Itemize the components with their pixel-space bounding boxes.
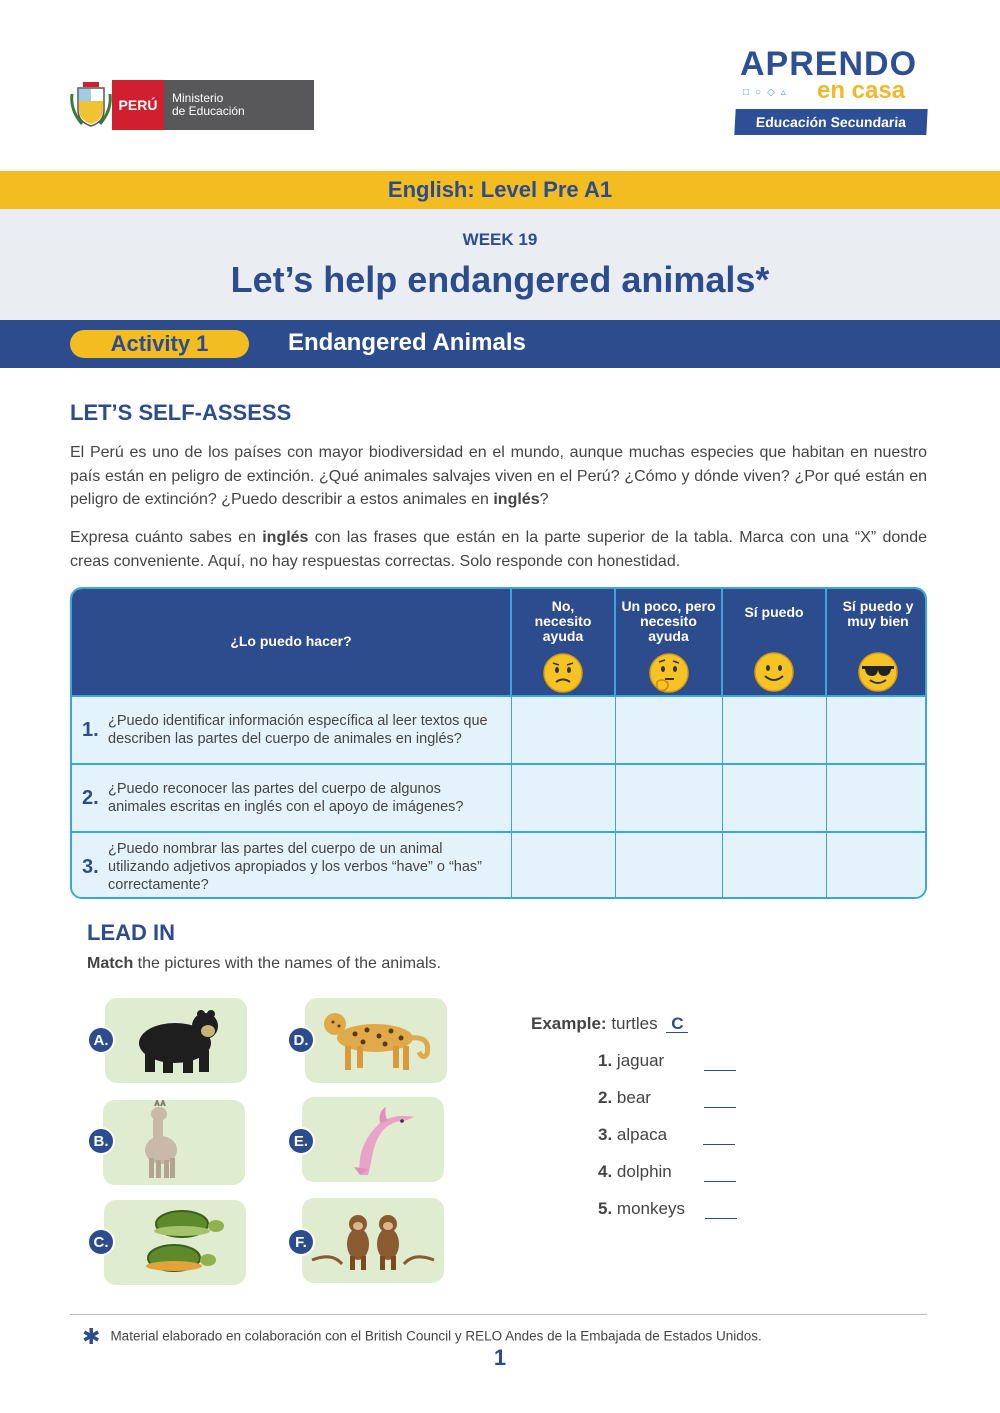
table-row: [72, 696, 927, 764]
para1-text: El Perú es uno de los países con mayor biodiversidad en el mundo, aunque muchas especies que habitan en nuestro país están en peligro de extinción. ¿Qué animales salvajes viven en el Perú? ¿Cómo y dónde viven? ¿Por qué están en peligro de extinción? ¿Puedo describir a estos animales en: [70, 444, 927, 508]
activity-title: Endangered Animals: [288, 329, 526, 356]
question-cell: [72, 696, 511, 764]
picture-letter-d: D.: [287, 1026, 315, 1054]
self-assess-paragraph-2: [70, 526, 927, 573]
activity-band: [0, 320, 1000, 368]
worried-face-icon: [542, 652, 584, 694]
question-number: 1.: [82, 719, 99, 741]
aprendo-title: APRENDO: [740, 45, 918, 83]
header-col-3: [722, 589, 826, 696]
answer-blank-1[interactable]: [704, 1070, 736, 1071]
answer-blank-5[interactable]: [705, 1218, 737, 1219]
question-text: ¿Puedo identificar información específica al leer textos que describen las partes del cuerpo de animales en inglés?: [108, 713, 488, 747]
answer-cell-very-well[interactable]: [826, 832, 927, 899]
item-number: 2.: [598, 1088, 613, 1107]
header-col-2: [615, 589, 722, 696]
para2-end: con las frases que están en la parte superior de la tabla. Marca con una “X” donde creas conveniente. Aquí, no hay respuestas correctas. Solo responde con honestidad.: [70, 529, 927, 570]
smiling-face-icon: [753, 651, 795, 693]
picture-letter-a: A.: [87, 1026, 115, 1054]
item-word: bear: [616, 1088, 651, 1107]
col-4-label: Sí puedo y muy bien: [842, 598, 914, 629]
self-assess-paragraph-1: [70, 441, 927, 512]
peru-label: PERÚ: [112, 80, 164, 130]
thinking-face-icon: [648, 652, 690, 694]
answer-cell-no[interactable]: [511, 832, 615, 899]
monkeys-icon: [302, 1198, 444, 1283]
para1-bold: inglés: [493, 491, 540, 508]
col-1-label: No, necesito ayuda: [534, 598, 592, 644]
item-word: monkeys: [616, 1199, 685, 1218]
page-title: Let’s help endangered animals*: [230, 259, 770, 300]
ministry-label: [164, 80, 314, 130]
turtles-icon: [104, 1200, 246, 1285]
jaguar-icon: [305, 998, 447, 1083]
picture-card-dolphin: [302, 1097, 444, 1182]
answer-blank-4[interactable]: [704, 1181, 736, 1182]
example-label: Example:: [531, 1014, 607, 1033]
footnote-text: Material elaborado en colaboración con el British Council y RELO Andes de la Embajada de Estados Unidos.: [110, 1328, 762, 1344]
picture-card-monkeys: [302, 1198, 444, 1283]
footer-divider: [70, 1314, 927, 1315]
picture-letter-f: F.: [287, 1228, 315, 1256]
picture-card-jaguar: [305, 998, 447, 1083]
question-text: ¿Puedo reconocer las partes del cuerpo de algunos animales escritas en inglés con el apoyo de imágenes?: [108, 781, 464, 815]
answer-blank-3[interactable]: [703, 1144, 735, 1145]
answer-row-2: [598, 1088, 651, 1108]
para2-bold: inglés: [262, 529, 309, 546]
answer-row-3: [598, 1125, 667, 1145]
peru-coat-of-arms-icon: [70, 80, 112, 130]
question-number: 3.: [82, 855, 99, 878]
answer-blank-2[interactable]: [704, 1107, 736, 1108]
self-assessment-table: [70, 587, 927, 899]
aprendo-subtitle: en casa: [817, 77, 906, 104]
header-col-4: [826, 589, 927, 696]
question-number: 2.: [82, 787, 99, 809]
item-number: 3.: [598, 1125, 613, 1144]
decorative-dots-icon: □○◇▵: [743, 87, 792, 98]
table-row: [72, 764, 927, 832]
sunglasses-face-icon: [857, 651, 899, 693]
answer-cell-very-well[interactable]: [826, 764, 927, 832]
item-number: 5.: [598, 1199, 613, 1218]
picture-card-turtles: [104, 1200, 246, 1285]
picture-card-bear: [105, 998, 247, 1083]
example-row: [531, 1014, 688, 1034]
picture-card-alpaca: [103, 1100, 245, 1185]
picture-letter-e: E.: [287, 1127, 315, 1155]
answer-cell-no[interactable]: [511, 696, 615, 764]
ministry-line2: de Educación: [172, 104, 245, 118]
table-row: [72, 832, 927, 899]
answer-cell-a-little[interactable]: [615, 696, 722, 764]
item-word: jaguar: [616, 1051, 665, 1070]
answer-row-5: [598, 1199, 685, 1219]
answer-row-4: [598, 1162, 672, 1182]
page-number: 1: [493, 1345, 507, 1370]
answer-cell-yes[interactable]: [722, 696, 826, 764]
aprendo-banner: Educación Secundaria: [734, 109, 927, 135]
answer-cell-yes[interactable]: [722, 832, 826, 899]
lead-in-instruction: [87, 955, 441, 973]
lead-in-heading: LEAD IN: [87, 920, 175, 945]
item-number: 4.: [598, 1162, 613, 1181]
answer-cell-a-little[interactable]: [615, 764, 722, 832]
para2-text: Expresa cuánto sabes en: [70, 529, 263, 546]
question-cell: [72, 764, 511, 832]
col-2-label: Un poco, pero necesito ayuda: [621, 598, 716, 644]
col-3-label: Sí puedo: [744, 604, 804, 620]
picture-letter-c: C.: [87, 1228, 115, 1256]
para1-end: ?: [539, 491, 549, 508]
answer-cell-a-little[interactable]: [615, 832, 722, 899]
answer-cell-no[interactable]: [511, 764, 615, 832]
answer-cell-very-well[interactable]: [826, 696, 927, 764]
alpaca-icon: [103, 1100, 245, 1185]
header-can-i-do-it: ¿Lo puedo hacer?: [72, 589, 511, 696]
dolphin-icon: [302, 1097, 444, 1182]
answer-row-1: [598, 1051, 664, 1071]
instruction-text: the pictures with the names of the animals.: [133, 955, 441, 972]
aprendo-en-casa-logo: [735, 45, 930, 140]
table-header-row: [72, 589, 927, 696]
item-word: dolphin: [616, 1162, 672, 1181]
activity-pill: Activity 1: [70, 330, 249, 358]
ministry-line1: Ministerio: [172, 91, 224, 105]
instruction-bold: Match: [87, 955, 134, 972]
asterisk-icon: ✱: [82, 1324, 101, 1349]
title-band: [0, 209, 1000, 320]
bear-icon: [105, 998, 247, 1083]
picture-letter-b: B.: [87, 1127, 115, 1155]
level-band: English: Level Pre A1: [0, 171, 1000, 209]
question-text: ¿Puedo nombrar las partes del cuerpo de un animal utilizando adjetivos apropiados y los verbos “have” o “has” correctamente?: [108, 840, 482, 893]
answer-cell-yes[interactable]: [722, 764, 826, 832]
example-word: turtles: [611, 1014, 658, 1033]
matching-answers: [531, 1014, 791, 1234]
ministry-logo: [70, 80, 314, 130]
question-cell: [72, 832, 511, 899]
item-number: 1.: [598, 1051, 613, 1070]
item-word: alpaca: [616, 1125, 668, 1144]
example-answer: C: [666, 1015, 688, 1033]
self-assess-heading: LET’S SELF-ASSESS: [70, 400, 292, 425]
header-col-1: [511, 589, 615, 696]
week-label: WEEK 19: [462, 230, 538, 249]
